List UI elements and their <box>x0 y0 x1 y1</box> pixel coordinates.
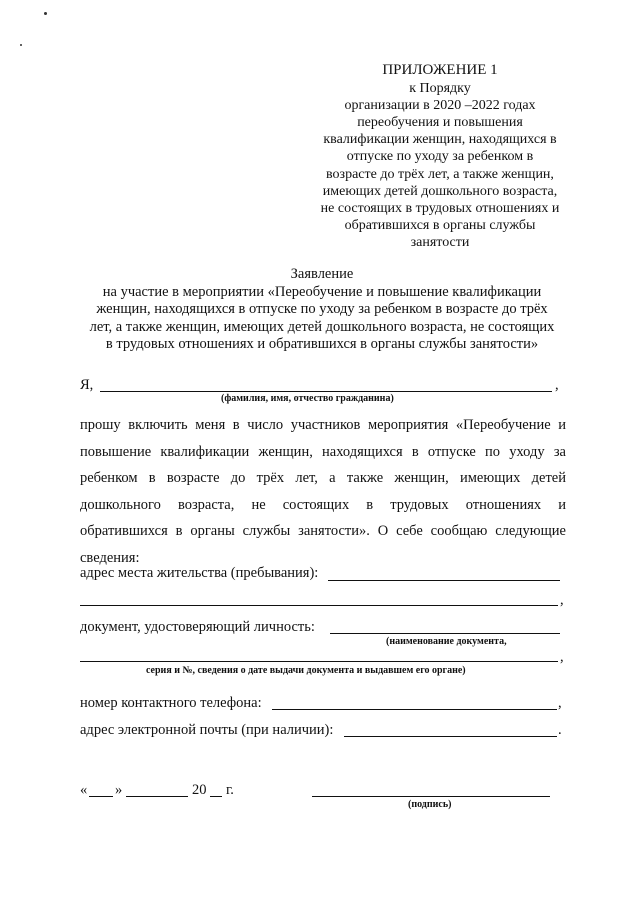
application-subtitle-line: лет, а также женщин, имеющих детей дошкольного возраста, не состоящих <box>89 318 555 335</box>
email-period: . <box>558 722 562 738</box>
appendix-line: отпуске по уходу за ребенком в <box>346 149 534 165</box>
date-day-field[interactable] <box>89 796 113 797</box>
appendix-line: квалификации женщин, находящихся в <box>323 132 557 148</box>
appendix-title: ПРИЛОЖЕНИЕ 1 <box>382 62 498 78</box>
signature-field[interactable] <box>312 796 550 797</box>
phone-comma: , <box>558 695 562 711</box>
appendix-line: к Порядку <box>409 80 471 96</box>
application-subtitle-line: женщин, находящихся в отпуске по уходу за ребенком в возрасте до трёх <box>96 301 548 317</box>
fullname-field[interactable] <box>100 391 552 392</box>
appendix-line: обратившихся в органы службы <box>344 218 536 234</box>
date-year-prefix: 20 <box>192 782 207 798</box>
paragraph-line: дошкольного возраста, не состоящих в трудовых отношениях и <box>80 496 566 513</box>
email-field[interactable] <box>344 736 557 737</box>
signature-caption: (подпись) <box>408 799 452 810</box>
paragraph-line: прошу включить меня в число участников мероприятия «Переобучение и <box>80 417 566 433</box>
phone-field[interactable] <box>272 709 557 710</box>
document-caption-details: серия и №, сведения о дате выдачи документа и выдавшем его органе) <box>146 665 466 676</box>
paragraph-line: обратившихся в органы службы занятости». О себе сообщаю следующие <box>80 523 566 539</box>
fullname-caption: (фамилия, имя, отчество гражданина) <box>221 393 394 404</box>
date-open-quote: « <box>80 782 88 798</box>
paragraph-line: повышение квалификации женщин, находящихся в отпуске по уходу за <box>80 443 566 460</box>
i-label: Я, <box>80 377 94 393</box>
document-label: документ, удостоверяющий личность: <box>80 619 315 635</box>
appendix-header <box>300 62 580 252</box>
document-comma: , <box>560 649 564 665</box>
appendix-line: переобучения и повышения <box>357 114 523 130</box>
application-title: Заявление <box>290 266 354 282</box>
appendix-line: возрасте до трёх лет, а также женщин, <box>326 166 554 182</box>
application-heading <box>60 266 584 354</box>
address-field[interactable] <box>328 580 560 581</box>
email-label: адрес электронной почты (при наличии): <box>80 722 334 738</box>
address-field-continued[interactable] <box>80 605 558 606</box>
date-year-field[interactable] <box>210 796 222 797</box>
application-subtitle-line: в трудовых отношениях и обратившихся в органы службы занятости» <box>105 336 539 352</box>
date-year-suffix: г. <box>226 782 234 798</box>
appendix-line: не состоящих в трудовых отношениях и <box>320 200 560 216</box>
application-subtitle-line: на участие в мероприятии «Переобучение и повышение квалификации <box>102 283 542 300</box>
request-paragraph <box>80 412 566 571</box>
paragraph-line: ребенком в возрасте до трёх лет, а также женщин, имеющих детей <box>80 470 566 486</box>
appendix-line: занятости <box>410 235 470 251</box>
fullname-comma: , <box>555 377 559 393</box>
phone-label: номер контактного телефона: <box>80 695 262 711</box>
document-details-field[interactable] <box>80 661 558 662</box>
date-month-field[interactable] <box>126 796 188 797</box>
appendix-line: организации в 2020 –2022 годах <box>344 97 536 113</box>
address-comma: , <box>560 592 564 608</box>
date-close-quote: » <box>115 782 123 798</box>
scan-speck <box>44 12 47 15</box>
paragraph-line: сведения: <box>80 549 140 566</box>
document-caption-name: (наименование документа, <box>386 636 507 647</box>
document-field[interactable] <box>330 633 560 634</box>
address-label: адрес места жительства (пребывания): <box>80 565 319 581</box>
appendix-line: имеющих детей дошкольного возраста, <box>322 183 558 199</box>
scan-speck <box>20 44 22 46</box>
